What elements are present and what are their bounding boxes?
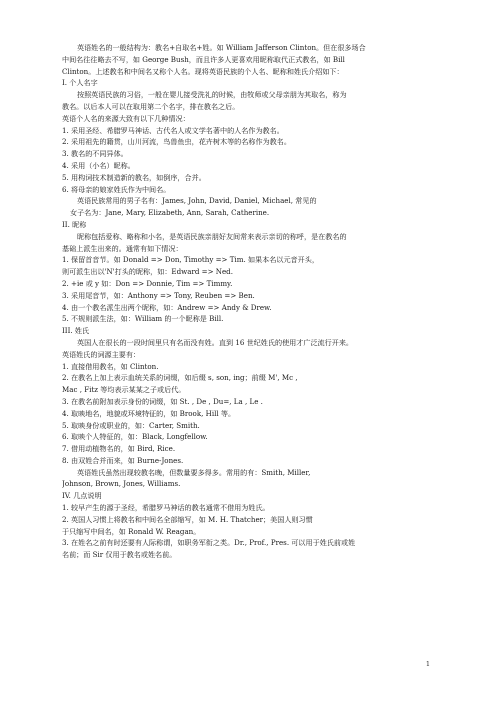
text-line: II. 昵称	[62, 219, 87, 229]
text-line: 6. 将母亲的娘家姓氏作为中间名。	[62, 184, 171, 194]
text-line: III. 姓氏	[62, 326, 90, 336]
page-number: 1	[425, 660, 430, 668]
text-line: 2. 在教名上加上表示血统关系的词缀，如后缀 s, son, ing；前缀 M', Mc ,	[62, 373, 298, 383]
text-line: 英国人在很长的一段时间里只有名而没有姓。直到 16 世纪姓氏的使用才广泛流行开来。	[77, 337, 354, 347]
text-line: 基础上派生出来的。通常有如下情况：	[62, 243, 183, 253]
text-line: 7. 借用动植物名的，如 Bird, Rice.	[62, 444, 176, 454]
text-line: 1. 采用圣经、希腊罗马神话、古代名人或文学名著中的人名作为教名。	[62, 125, 284, 135]
text-line: 英语姓氏的词源主要有：	[62, 349, 141, 359]
text-line: 5. 不规则派生法，如：William 的一个昵称是 Bill.	[62, 314, 224, 324]
text-line: I. 个人名字	[62, 78, 98, 88]
text-line: 1. 较早产生的源于圣经，希腊罗马神话的教名通常不借用为姓氏。	[62, 503, 270, 513]
text-line: 3. 采用尾音节，如：Anthony => Tony, Reuben => Ben.	[62, 290, 255, 300]
text-line: 则可派生出以'N'打头的昵称，如：Edward => Ned.	[62, 267, 233, 277]
text-line: 6. 取映个人特征的，如：Black, Longfellow.	[62, 432, 208, 442]
text-line: 8. 由双姓合并而来，如 Burne-Jones.	[62, 455, 184, 465]
text-line: 昵称包括爱称、略称和小名，是英语民族亲朋好友间常来表示亲切的称呼，是在教名的	[77, 231, 347, 241]
text-line: 4. 采用（小名）昵称。	[62, 160, 135, 170]
text-line: 3. 在教名前附加表示身份的词缀，如 St. , De , Du=, La , Le .	[62, 396, 263, 406]
text-line: 名前；而 Sir 仅用于教名或姓名前。	[62, 550, 177, 560]
text-line: 2. 英国人习惯上将教名和中间名全部缩写，如 M. H. Thatcher；美国人则习惯	[62, 514, 313, 524]
text-line: 5. 取映身份或职业的，如：Carter, Smith.	[62, 420, 200, 430]
text-line: 于只缩写中间名，如 Ronald W. Reagan。	[62, 526, 201, 536]
text-line: 1. 保留首音节。如 Donald => Don, Timothy => Tim. 如果本名以元音开头，	[62, 255, 319, 265]
text-line: 英语个人名的来源大致有以下几种情况：	[62, 113, 190, 123]
text-line: 2. 采用祖先的籍贯，山川河流，鸟兽鱼虫，花卉树木等的名称作为教名。	[62, 137, 291, 147]
text-line: 教名。以后本人可以在取用第二个名字，排在教名之后。	[62, 101, 240, 111]
text-line: Mac , Fitz 等均表示某某之子或后代。	[62, 385, 186, 395]
text-line: 4. 由一个教名派生出两个昵称，如：Andrew => Andy & Drew.	[62, 302, 272, 312]
text-line: Johnson, Brown, Jones, Williams.	[62, 479, 181, 489]
text-line: 英语姓名的一般结构为：教名+自取名+姓。如 William Jafferson Clinton。但在很多场合	[77, 43, 366, 52]
text-line: 英语民族常用的男子名有：James, John, David, Daniel, Michael, 常见的	[77, 196, 317, 206]
text-line: Clinton。上述教名和中间名又称个人名。现将英语民族的个人名、昵称和姓氏介绍如下：	[62, 66, 344, 76]
text-line: 女子名为：Jane, Mary, Elizabeth, Ann, Sarah, Catherine.	[70, 208, 270, 218]
document-body	[62, 42, 440, 561]
text-line: 2. +ie 或 y 如：Don => Donnie, Tim => Timmy.	[62, 278, 233, 288]
text-line: 3. 教名的不同异体。	[62, 149, 128, 159]
text-line: 英语姓氏虽然出现较教名晚，但数量要多得多。常用的有：Smith, Miller,	[77, 467, 311, 477]
text-line: 中间名往往略去不写，如 George Bush，而且许多人更喜欢用昵称取代正式教名，如 Bill	[62, 54, 345, 64]
text-line: 按照英语民族的习俗，一般在婴儿接受洗礼的时候，由牧师或父母亲朋为其取名，称为	[77, 90, 347, 100]
text-line: 3. 在姓名之前有时还要有人际称谓，如职务军衔之类。Dr., Prof., Pres. 可以用于姓氏前或姓	[62, 538, 356, 548]
text-line: 1. 直接借用教名，如 Clinton.	[62, 361, 159, 371]
text-line: IV. 几点说明	[62, 491, 102, 501]
text-line: 4. 取映地名，地貌或环境特征的，如 Brook, Hill 等。	[62, 408, 236, 418]
text-line: 5. 用构词技术制造新的教名，如倒序，合并。	[62, 172, 206, 182]
